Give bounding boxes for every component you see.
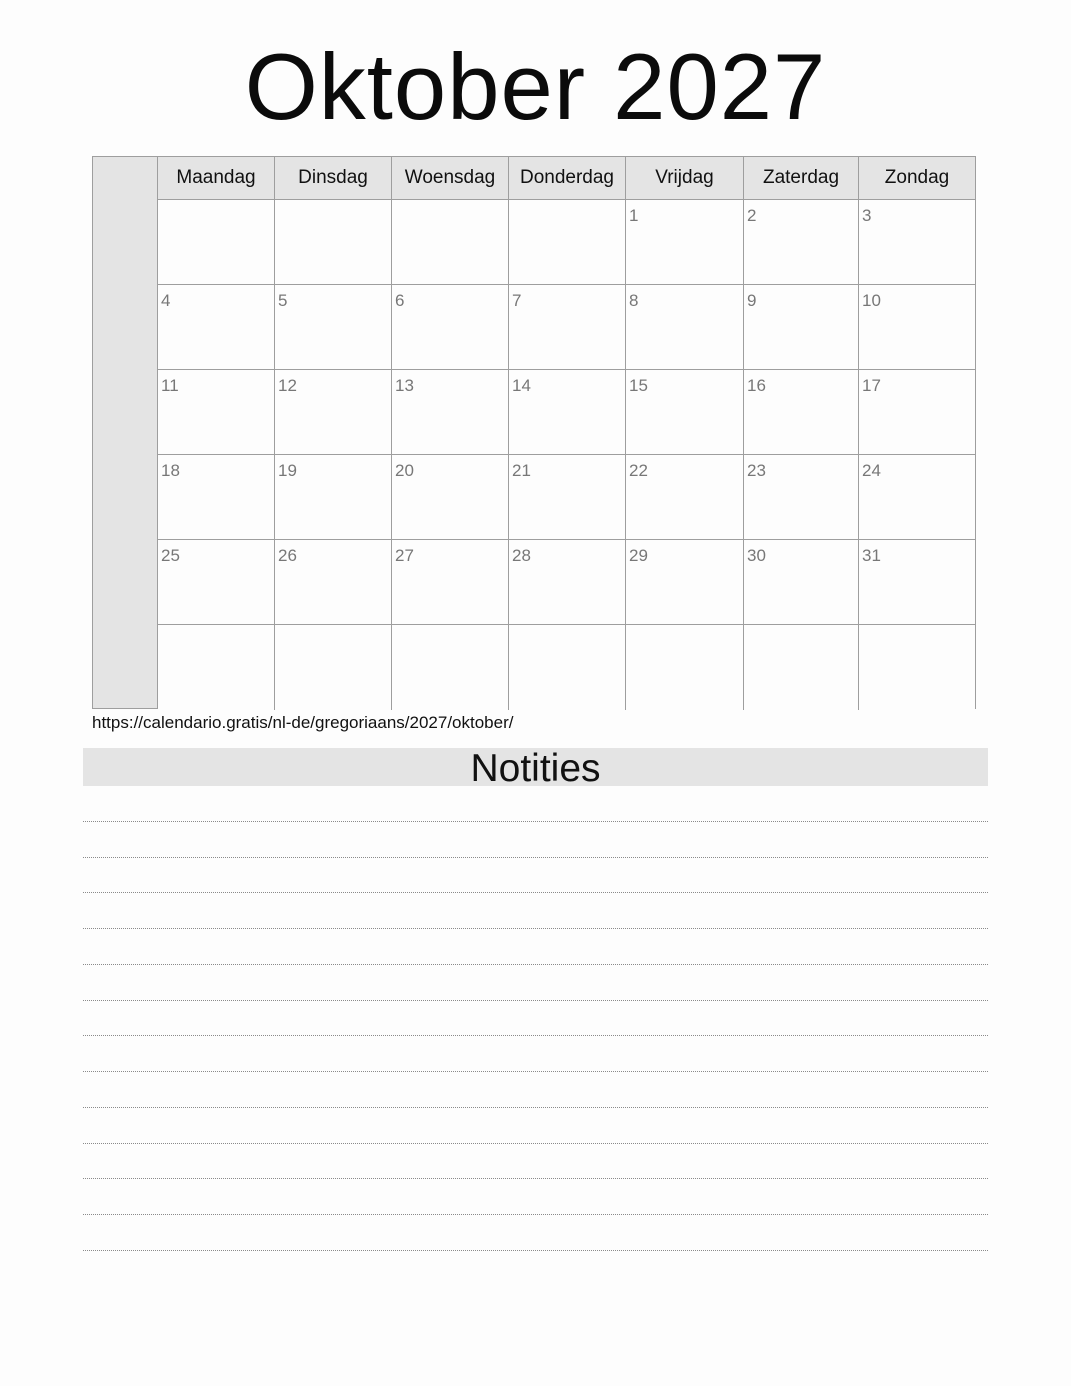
day-number: 7 bbox=[512, 291, 522, 310]
day-number: 19 bbox=[278, 461, 297, 480]
day-cell bbox=[859, 455, 975, 540]
page-title: Oktober 2027 bbox=[244, 34, 827, 139]
day-number: 17 bbox=[862, 376, 881, 395]
day-cell bbox=[744, 370, 859, 455]
day-number: 25 bbox=[161, 546, 180, 565]
day-cell bbox=[859, 285, 975, 370]
day-number: 28 bbox=[512, 546, 531, 565]
note-line bbox=[83, 1001, 988, 1037]
day-number: 22 bbox=[629, 461, 648, 480]
day-number: 21 bbox=[512, 461, 531, 480]
week-number-column bbox=[93, 157, 158, 708]
day-cell bbox=[744, 455, 859, 540]
note-line bbox=[83, 965, 988, 1001]
day-cell bbox=[744, 200, 859, 285]
day-number: 5 bbox=[278, 291, 288, 310]
weekday-header: Zondag bbox=[859, 157, 975, 200]
day-cell bbox=[626, 455, 744, 540]
day-cell bbox=[859, 200, 975, 285]
note-line bbox=[83, 929, 988, 965]
day-number: 23 bbox=[747, 461, 766, 480]
day-cell bbox=[626, 540, 744, 625]
day-cell bbox=[859, 625, 975, 710]
day-cell bbox=[392, 285, 509, 370]
day-cell bbox=[626, 625, 744, 710]
weekday-header: Dinsdag bbox=[275, 157, 392, 200]
day-number: 11 bbox=[161, 376, 179, 395]
day-number: 18 bbox=[161, 461, 180, 480]
weekday-header: Vrijdag bbox=[626, 157, 744, 200]
note-line bbox=[83, 1036, 988, 1072]
day-cell bbox=[509, 455, 626, 540]
source-url: https://calendario.gratis/nl-de/gregoriaans/2027/oktober/ bbox=[92, 713, 514, 732]
day-number: 30 bbox=[747, 546, 766, 565]
day-cell bbox=[626, 285, 744, 370]
day-cell bbox=[626, 370, 744, 455]
day-cell bbox=[744, 625, 859, 710]
day-cell bbox=[392, 370, 509, 455]
note-line bbox=[83, 1072, 988, 1108]
day-cell bbox=[509, 540, 626, 625]
day-number: 16 bbox=[747, 376, 766, 395]
day-number: 10 bbox=[862, 291, 881, 310]
note-line bbox=[83, 786, 988, 822]
day-cell bbox=[392, 200, 509, 285]
day-cell bbox=[859, 540, 975, 625]
day-cell bbox=[158, 540, 275, 625]
day-number: 9 bbox=[747, 291, 757, 310]
day-cell bbox=[158, 200, 275, 285]
note-line bbox=[83, 1108, 988, 1144]
day-number: 2 bbox=[747, 206, 757, 225]
day-cell bbox=[158, 370, 275, 455]
note-line bbox=[83, 1215, 988, 1251]
day-cell bbox=[275, 370, 392, 455]
day-cell bbox=[744, 285, 859, 370]
note-line bbox=[83, 893, 988, 929]
day-cell bbox=[392, 625, 509, 710]
day-number: 31 bbox=[862, 546, 881, 565]
weekday-header: Zaterdag bbox=[744, 157, 859, 200]
day-cell bbox=[509, 285, 626, 370]
day-cell bbox=[509, 625, 626, 710]
day-number: 1 bbox=[629, 206, 639, 225]
day-cell bbox=[392, 455, 509, 540]
weekday-header: Donderdag bbox=[509, 157, 626, 200]
day-cell bbox=[626, 200, 744, 285]
day-cell bbox=[275, 285, 392, 370]
notes-title: Notities bbox=[83, 748, 988, 786]
day-cell bbox=[275, 540, 392, 625]
day-number: 15 bbox=[629, 376, 648, 395]
day-cell bbox=[275, 625, 392, 710]
note-line bbox=[83, 858, 988, 894]
day-cell bbox=[158, 625, 275, 710]
weekday-header: Woensdag bbox=[392, 157, 509, 200]
day-cell bbox=[275, 200, 392, 285]
day-number: 12 bbox=[278, 376, 297, 395]
day-cell bbox=[275, 455, 392, 540]
day-number: 6 bbox=[395, 291, 405, 310]
note-line bbox=[83, 1144, 988, 1180]
day-cell bbox=[744, 540, 859, 625]
day-number: 3 bbox=[862, 206, 872, 225]
day-number: 27 bbox=[395, 546, 414, 565]
day-cell bbox=[158, 455, 275, 540]
day-number: 4 bbox=[161, 291, 171, 310]
month-calendar bbox=[92, 156, 976, 709]
day-number: 14 bbox=[512, 376, 531, 395]
day-number: 8 bbox=[629, 291, 639, 310]
day-cell bbox=[158, 285, 275, 370]
day-number: 24 bbox=[862, 461, 881, 480]
day-cell bbox=[859, 370, 975, 455]
day-number: 20 bbox=[395, 461, 414, 480]
notes-area bbox=[83, 786, 988, 1251]
weekday-header: Maandag bbox=[158, 157, 275, 200]
day-cell bbox=[509, 370, 626, 455]
day-cell bbox=[392, 540, 509, 625]
note-line bbox=[83, 822, 988, 858]
day-number: 26 bbox=[278, 546, 297, 565]
calendar-grid bbox=[158, 157, 975, 708]
note-line bbox=[83, 1179, 988, 1215]
day-cell bbox=[509, 200, 626, 285]
day-number: 29 bbox=[629, 546, 648, 565]
day-number: 13 bbox=[395, 376, 414, 395]
